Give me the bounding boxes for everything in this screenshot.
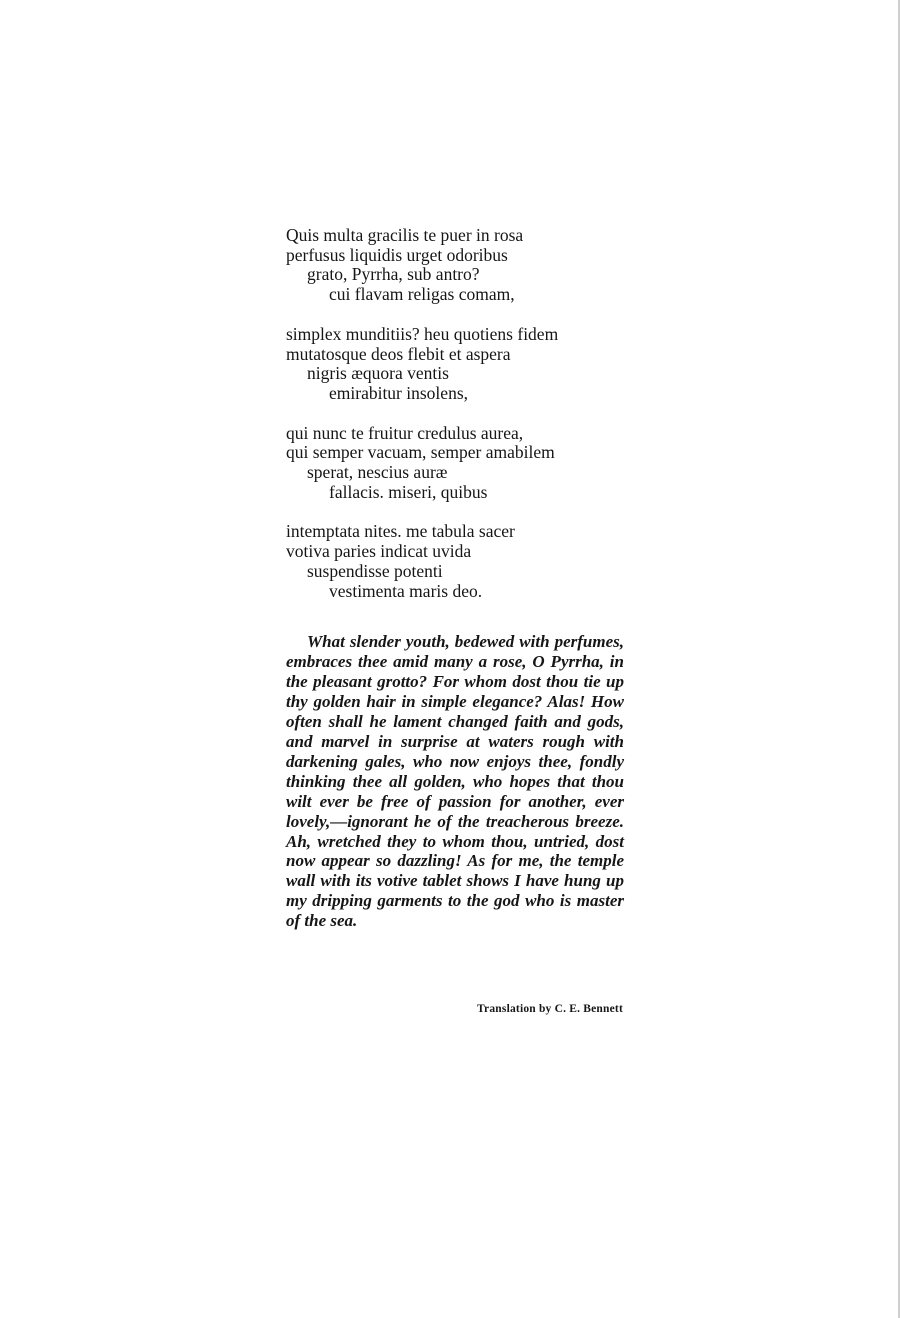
poem-line: nigris æquora ventis: [307, 363, 449, 384]
stanza: [286, 424, 646, 503]
poem-line: qui semper vacuam, semper amabilem: [286, 442, 555, 463]
stanza: [286, 226, 646, 305]
poem-line: cui flavam religas comam,: [329, 284, 515, 305]
poem-line: suspendisse potenti: [307, 560, 443, 581]
poem-line: simplex munditiis? heu quotiens fidem: [286, 323, 559, 344]
english-translation: What slender youth, bedewed with perfumes, embraces thee amid many a rose, O Pyrrha, in the pleasant grotto? For whom dost thou tie up thy golden hair in simple elegance? Alas! How often shall he lament changed faith and gods, and marvel in surprise at waters rough with darkening gales, who now enjoys thee, fondly thinking thee all golden, who hopes that thou wilt ever be free of passion for another, ever lovely,—ignorant he of the treacherous breeze. Ah, wretched they to whom thou, untried, dost now appear so dazzling! As for me, the temple wall with its votive tablet shows I have hung up my dripping garments to the god who is master of the sea.: [286, 632, 624, 931]
stanza: [286, 325, 646, 404]
poem-line: intemptata nites. me tabula sacer: [286, 521, 515, 542]
poem-line: sperat, nescius auræ: [307, 462, 448, 483]
poem-line: Quis multa gracilis te puer in rosa: [286, 225, 524, 245]
poem-line: vestimenta maris deo.: [329, 580, 483, 601]
poem-line: votiva paries indicat uvida: [286, 541, 472, 562]
poem-line: emirabitur insolens,: [329, 382, 469, 403]
translation-credit: Translation by C. E. Bennett: [477, 1003, 623, 1015]
poem-line: qui nunc te fruitur credulus aurea,: [286, 422, 524, 443]
latin-poem: [286, 226, 646, 621]
poem-line: perfusus liquidis urget odoribus: [286, 244, 508, 265]
stanza: [286, 522, 646, 601]
poem-line: mutatosque deos flebit et aspera: [286, 343, 511, 364]
poem-line: fallacis. miseri, quibus: [329, 481, 488, 502]
poem-line: grato, Pyrrha, sub antro?: [307, 264, 480, 285]
